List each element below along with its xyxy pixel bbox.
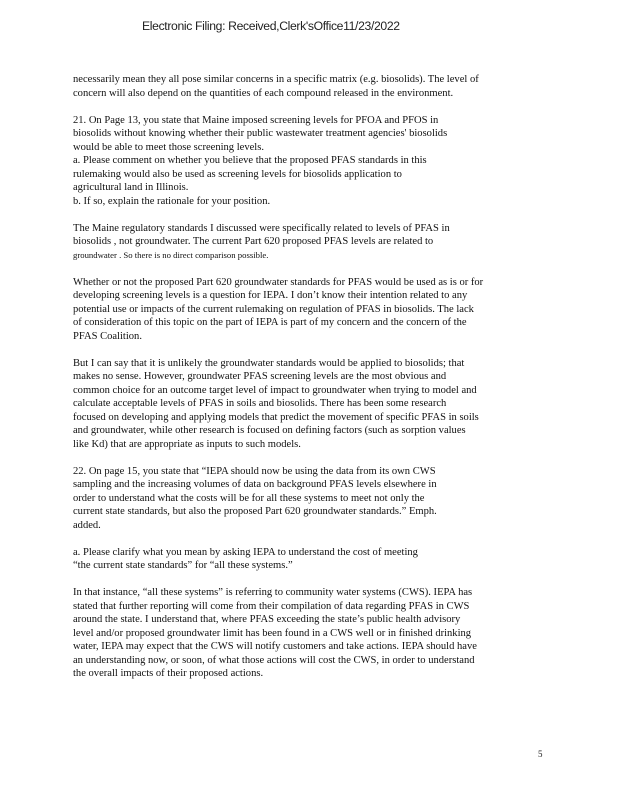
- text-line: 21. On Page 13, you state that Maine imposed screening levels for PFOA and PFOS in: [73, 114, 439, 126]
- text-line: and groundwater, while other research is focused on defining factors (such as sorption values: [73, 425, 466, 436]
- text-line: sampling and the increasing volumes of data on background PFAS levels elsewhere in: [73, 479, 437, 490]
- text-line: calculate acceptable levels of PFAS in soils and biosolids. There has been some research: [73, 398, 447, 409]
- text-line: common choice for an outcome target level of impact to groundwater when trying to model and: [73, 384, 477, 396]
- text-line: current state standards, but also the proposed Part 620 groundwater standards.” Emph.: [73, 506, 437, 517]
- text-line: b. If so, explain the rationale for your position.: [73, 195, 271, 207]
- text-line: an understanding now, or soon, of what those actions will cost the CWS, in order to understand: [73, 654, 475, 666]
- text-line: biosolids without knowing whether their public wastewater treatment agencies' biosolids: [73, 128, 448, 139]
- question-22: [73, 465, 548, 533]
- question-22a: [73, 546, 548, 573]
- page-number: 5: [538, 749, 543, 759]
- text-line: In that instance, “all these systems” is referring to community water systems (CWS). IEPA has: [73, 587, 473, 598]
- text-line: potential use or impacts of the current rulemaking on regulation of PFAS in biosolids. The lack: [73, 303, 474, 315]
- text-line: order to understand what the costs will be for all these systems to meet not only the: [73, 492, 425, 504]
- text-line: But I can say that it is unlikely the groundwater standards would be applied to biosolids; that: [73, 357, 465, 369]
- text-line: a. Please clarify what you mean by asking IEPA to understand the cost of meeting: [73, 546, 418, 558]
- text-line: PFAS Coalition.: [73, 330, 142, 342]
- text-line: necessarily mean they all pose similar concerns in a specific matrix (e.g. biosolids). The level of: [73, 74, 479, 85]
- text-line: a. Please comment on whether you believe that the proposed PFAS standards in this: [73, 155, 427, 166]
- text-line: stated that further reporting will come from their compilation of data regarding PFAS in CWS: [73, 600, 470, 612]
- text-line: the overall impacts of their proposed actions.: [73, 668, 264, 679]
- text-line: would be able to meet those screening levels.: [73, 141, 264, 153]
- answer-22a: [73, 586, 548, 681]
- text-line: biosolids , not groundwater. The current Part 620 proposed PFAS levels are related to: [73, 236, 434, 247]
- text-line: rulemaking would also be used as screening levels for biosolids application to: [73, 168, 402, 180]
- text-line: focused on developing and applying models that predict the movement of specific PFAS in soils: [73, 411, 479, 423]
- answer-21-maine: [73, 222, 548, 263]
- text-line: of consideration of this topic on the part of IEPA is part of my concern and the concern of the: [73, 317, 467, 328]
- answer-21-screening: [73, 276, 548, 344]
- text-line: Whether or not the proposed Part 620 groundwater standards for PFAS would be used as is or for: [73, 276, 484, 288]
- text-line: around the state. I understand that, where PFAS exceeding the state’s public health advisory: [73, 614, 461, 625]
- text-line: The Maine regulatory standards I discussed were specifically related to levels of PFAS in: [73, 222, 450, 234]
- text-line: like Kd) that are appropriate as inputs to such models.: [73, 438, 301, 450]
- text-line: added.: [73, 519, 101, 531]
- text-line: “the current state standards” for “all these systems.”: [73, 560, 293, 571]
- text-line: developing screening levels is a question for IEPA. I don’t know their intention related to any: [73, 290, 468, 301]
- electronic-filing-stamp: Electronic Filing: Received,Clerk'sOffice11/23/2022: [142, 19, 400, 33]
- paragraph: [73, 73, 548, 100]
- text-line: 22. On page 15, you state that “IEPA should now be using the data from its own CWS: [73, 465, 436, 477]
- document-body: [73, 73, 548, 694]
- text-line: groundwater . So there is no direct comparison possible.: [73, 249, 269, 260]
- question-21: [73, 114, 548, 209]
- text-line: makes no sense. However, groundwater PFAS screening levels are the most obvious and: [73, 371, 447, 382]
- text-line: agricultural land in Illinois.: [73, 182, 189, 193]
- text-line: level and/or proposed groundwater limit has been found in a CWS well or in finished drinking: [73, 627, 472, 639]
- text-line: concern will also depend on the quantities of each compound released in the environment.: [73, 87, 454, 99]
- text-line: water, IEPA may expect that the CWS will notify customers and take actions. IEPA should have: [73, 641, 477, 652]
- answer-21-groundwater: [73, 357, 548, 452]
